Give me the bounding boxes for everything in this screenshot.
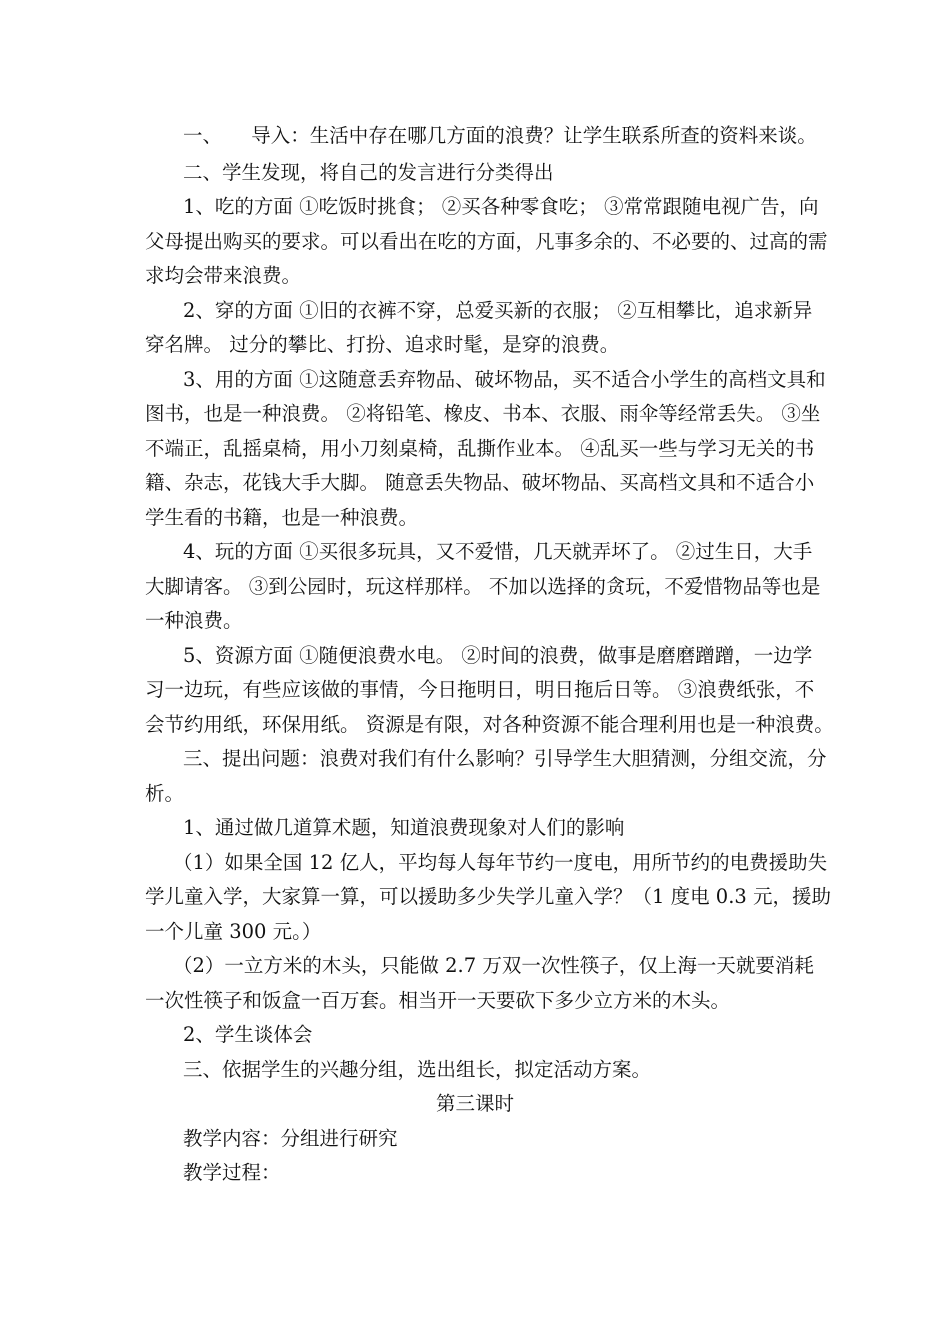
paragraph-line: 籍、杂志，花钱大手大脚。 随意丢失物品、破坏物品、买高档文具和不适合小 [145,471,815,494]
section-heading: 第三课时 [435,1092,514,1115]
paragraph-line: 习一边玩，有些应该做的事情，今日拖明日，明日拖后日等。 ③浪费纸张，不 [145,678,815,701]
paragraph-line: 3、用的方面 ①这随意丢弃物品、破坏物品，买不适合小学生的高档文具和 [183,368,826,391]
paragraph-line: 5、资源方面 ①随便浪费水电。 ②时间的浪费，做事是磨磨蹭蹭，一边学 [183,644,813,667]
paragraph-line: 4、玩的方面 ①买很多玩具，又不爱惜，几天就弄坏了。 ②过生日，大手 [183,540,813,563]
paragraph-line: 一次性筷子和饭盒一百万套。相当开一天要砍下多少立方米的木头。 [145,989,731,1012]
paragraph-line: 一个儿童 300 元。） [145,920,322,943]
paragraph-line: 穿名牌。 过分的攀比、打扮、追求时髦，是穿的浪费。 [145,333,620,356]
paragraph-line: 1、吃的方面 ①吃饭时挑食； ②买各种零食吃； ③常常跟随电视广告，向 [183,195,819,218]
paragraph-line: 图书，也是一种浪费。 ②将铅笔、橡皮、书本、衣服、雨伞等经常丢失。 ③坐 [145,402,821,425]
paragraph-line: 学儿童入学，大家算一算，可以援助多少失学儿童入学？（1 度电 0.3 元，援助 [145,885,832,908]
paragraph-line: 求均会带来浪费。 [145,264,302,287]
paragraph-line: 教学内容：分组进行研究 [183,1127,398,1150]
paragraph-line: 二、学生发现，将自己的发言进行分类得出 [183,161,554,184]
paragraph-line: 不端正，乱摇桌椅，用小刀刻桌椅，乱撕作业本。 ④乱买一些与学习无关的书 [145,437,815,460]
paragraph-line: 父母提出购买的要求。可以看出在吃的方面，凡事多余的、不必要的、过高的需 [145,230,828,253]
paragraph-line: （1）如果全国 12 亿人，平均每人每年节约一度电，用所节约的电费援助失 [173,851,828,874]
paragraph-line: 三、依据学生的兴趣分组，选出组长，拟定活动方案。 [183,1058,652,1081]
paragraph-line: 析。 [145,782,185,805]
paragraph-line: 1、通过做几道算术题，知道浪费现象对人们的影响 [183,816,625,839]
paragraph-line: 大脚请客。 ③到公园时，玩这样那样。 不加以选择的贪玩，不爱惜物品等也是 [145,575,821,598]
paragraph-line: 2、穿的方面 ①旧的衣裤不穿，总爱买新的衣服； ②互相攀比，追求新异 [183,299,813,322]
paragraph-line: （2）一立方米的木头，只能做 2.7 万双一次性筷子，仅上海一天就要消耗 [173,954,814,977]
paragraph-line: 学生看的书籍，也是一种浪费。 [145,506,419,529]
paragraph-line: 会节约用纸，环保用纸。 资源是有限，对各种资源不能合理利用也是一种浪费。 [145,713,834,736]
paragraph-line: 教学过程： [183,1161,281,1184]
paragraph-line: 2、学生谈体会 [183,1023,313,1046]
paragraph-line: 三、提出问题：浪费对我们有什么影响？引导学生大胆猜测，分组交流，分 [183,747,827,770]
paragraph-line: 一种浪费。 [145,609,243,632]
paragraph-line: 一、 导入：生活中存在哪几方面的浪费？让学生联系所查的资料来谈。 [183,124,817,147]
